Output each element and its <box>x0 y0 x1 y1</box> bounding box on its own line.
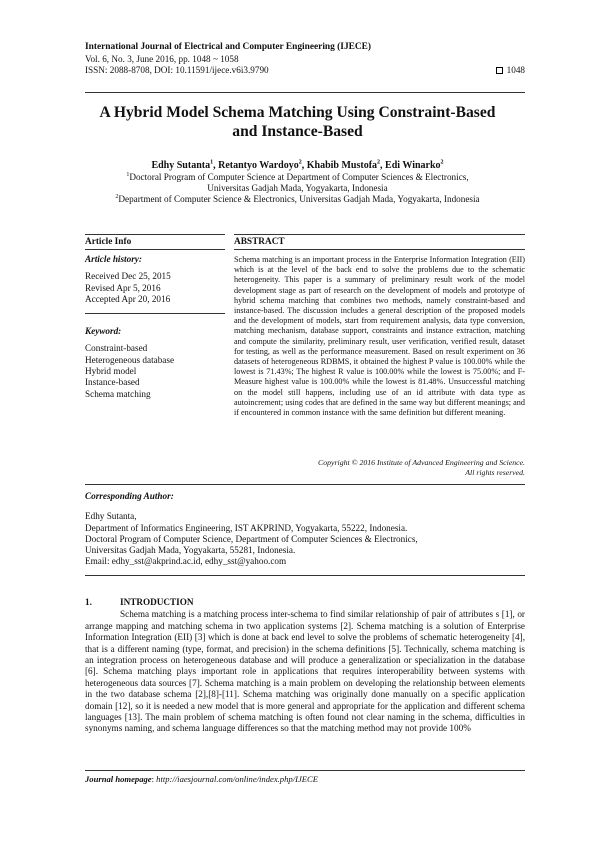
homepage-label: Journal homepage <box>85 774 152 784</box>
corresponding-top-rule <box>85 484 525 485</box>
affiliation-1-line-2: Universitas Gadjah Mada, Yogyakarta, Indonesia <box>207 182 388 193</box>
keyword: Schema matching <box>85 388 151 399</box>
history-label: Article history: <box>85 254 142 264</box>
article-info-heading: Article Info <box>85 237 132 247</box>
footer-colon: : <box>151 774 157 784</box>
copyright-notice <box>234 458 525 478</box>
author-1-sup: 1 <box>210 159 214 166</box>
corresponding-label: Corresponding Author: <box>85 491 174 501</box>
abstract-heading: ABSTRACT <box>234 237 285 247</box>
copyright-line-2: All rights reserved. <box>465 468 525 477</box>
title-line-2: and Instance-Based <box>232 122 363 140</box>
affiliation-2 <box>60 194 535 205</box>
section-title: INTRODUCTION <box>120 597 194 607</box>
abstract-text: Schema matching is an important process in the Enterprise Information Integration (EII) which is at the level of the back end to solve the problems due to the schematic heterogeneity. This paper is a summary of preliminary result work of the model development stage as part of research on the development of models and prototype of hybrid schema matching that combines two methods, namely constraint-based and instance-based. The discussion includes a general description of the proposed models and the development of models, start from requirement analysis, data type conversion, matching mechanism, database support, constraints and instance extraction, matching and compute the similarity, preliminary result, user verification, verified result, dataset for testing, as well as the performance measurement. Based on result experiment on 36 datasets of heterogeneous RDBMS, it obtained the highest P value is 100.00% while the lowest is 71.43%; The highest R value is 100.00% while the lowest is 75.00%; and F-Measure highest value is 100.00% while the lowest is 81.48%. Unsuccessful matching on the model still happens, including use of an id attribute with data type as autoincrement; using codes that are defined in the same way but different meanings; and if encountered in common instance with the same definition but different meaning. <box>234 255 525 418</box>
author-block <box>60 160 535 204</box>
aff1-line1: Doctoral Program of Computer Science at Department of Computer Sciences & Electronics, <box>129 172 469 182</box>
author-4-sup: 2 <box>440 159 444 166</box>
author-1: Edhy Sutanta <box>151 160 211 171</box>
corresponding-author <box>85 491 525 568</box>
article-info-top-rule <box>85 234 225 235</box>
sep: , <box>380 160 386 171</box>
copyright-line-1: Copyright © 2016 Institute of Advanced Engineering and Science. <box>318 458 525 467</box>
author-3: Khabib Mustofa <box>306 160 378 171</box>
author-names <box>60 160 535 172</box>
footer-rule <box>85 770 525 771</box>
sep: , <box>213 160 219 171</box>
header-divider <box>85 92 525 93</box>
section-heading <box>85 597 525 608</box>
corresponding-name: Edhy Sutanta, <box>85 511 137 522</box>
journal-header <box>85 42 525 77</box>
aff1-sup: 1 <box>126 171 130 178</box>
keyword-label: Keyword: <box>85 326 122 337</box>
introduction-section <box>85 597 525 735</box>
keyword: Hybrid model <box>85 366 137 377</box>
sep: , <box>301 160 307 171</box>
section-number: 1. <box>85 597 92 607</box>
keyword: Constraint-based <box>85 343 148 354</box>
square-bullet-icon <box>496 67 503 74</box>
author-2-sup: 2 <box>298 159 302 166</box>
paper-title <box>70 104 525 141</box>
author-3-sup: 2 <box>377 159 381 166</box>
affiliation-1 <box>60 172 535 183</box>
author-2: Retantyo Wardoyo <box>218 160 299 171</box>
abstract-under-rule <box>234 249 525 250</box>
revised-date: Revised Apr 5, 2016 <box>85 282 161 293</box>
corresponding-line: Universitas Gadjah Mada, Yogyakarta, 55281, Indonesia. <box>85 545 296 556</box>
keyword: Heterogeneous database <box>85 354 175 365</box>
issn-doi: ISSN: 2088-8708, DOI: 10.11591/ijece.v6i3.9790 <box>85 65 269 75</box>
author-4: Edi Winarko <box>385 160 441 171</box>
aff2-sup: 2 <box>115 193 119 200</box>
received-date: Received Dec 25, 2015 <box>85 271 171 282</box>
homepage-link[interactable]: http://iaesjournal.com/online/index.php/IJECE <box>156 774 318 784</box>
corresponding-line: Doctoral Program of Computer Science, Department of Computer Sciences & Electronics, <box>85 533 418 544</box>
corresponding-bottom-rule <box>85 575 525 576</box>
page-footer <box>85 770 525 784</box>
abstract-top-rule <box>234 234 525 235</box>
corresponding-email: Email: edhy_sst@akprind.ac.id, edhy_sst@yahoo.com <box>85 556 287 567</box>
article-info-under-rule <box>85 249 225 250</box>
article-info <box>85 254 225 400</box>
journal-name: International Journal of Electrical and Computer Engineering (IJECE) <box>85 42 372 52</box>
aff2-text: Department of Computer Science & Electronics, Universitas Gadjah Mada, Yogyakarta, Indonesia <box>118 193 480 204</box>
page-number: 1048 <box>506 65 525 75</box>
accepted-date: Accepted Apr 20, 2016 <box>85 293 171 304</box>
volume-info: Vol. 6, No. 3, June 2016, pp. 1048 ~ 1058 <box>85 53 239 64</box>
keyword: Instance-based <box>85 377 140 388</box>
introduction-paragraph: Schema matching is a matching process inter-schema to find similar relationship of pair of attributes s [1], or arrange mapping and matching schema in two application systems [2]. Schema matching is a solution of Enterprise Information Integration (EII) [3] which is done at back end level to solve the problems of schematic heterogeneity [4], that is a different naming (type, format, and precision) in the schema definitions [5]. Technically, schema matching is an integration process on heterogeneous database and will produce a generalization or specialization in the database [6]. Schema matching plays important role in applications that requires interoperability between systems with heterogeneous data sources [7]. Schema matching is a main problem on developing the relationship between elements in the two database schema [2],[8]-[11]. Schema matching was originally done manually on a specific application domain [12], so it is needed a new model that is more general and appropriate for the application and different schema languages [13]. The main problem of schema matching is often found not clear naming in the schema, difficulties in synonyms naming, and schema language differences so that the matching method may not provide 100% <box>85 609 525 734</box>
corresponding-line: Department of Informatics Engineering, IST AKPRIND, Yogyakarta, 55222, Indonesia. <box>85 522 408 533</box>
title-line-1: A Hybrid Model Schema Matching Using Constraint-Based <box>99 104 496 121</box>
